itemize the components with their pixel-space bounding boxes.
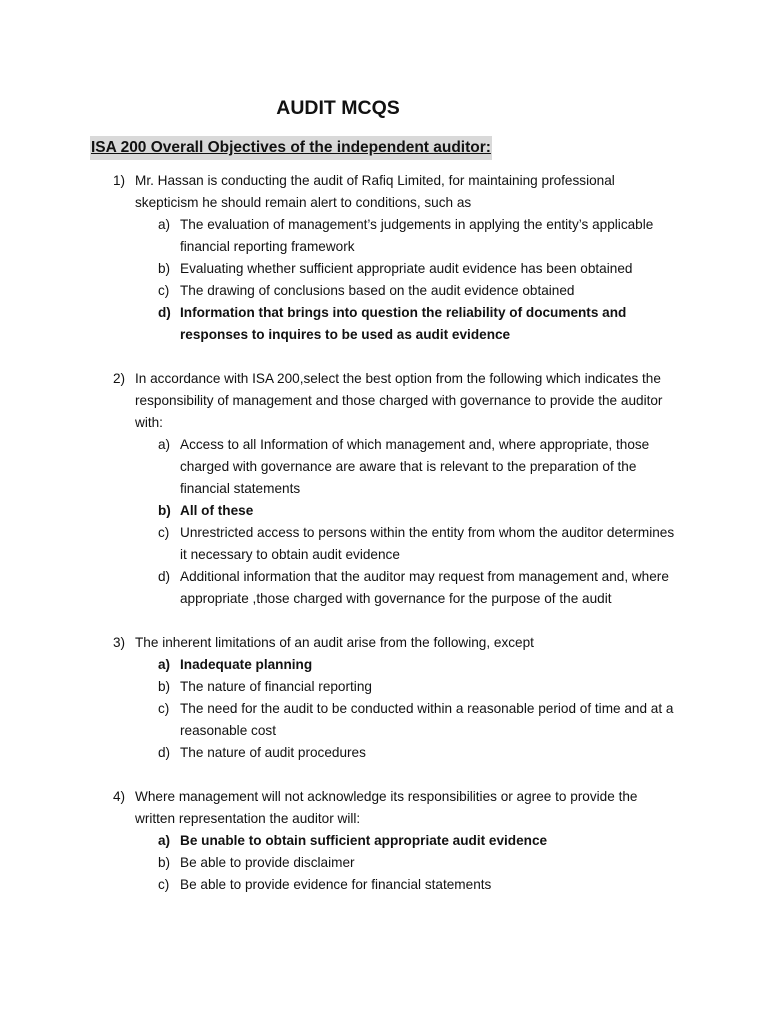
- option-item: [135, 830, 678, 852]
- option-text: The nature of financial reporting: [180, 679, 372, 694]
- question-number: 4): [113, 789, 126, 804]
- option-text: The need for the audit to be conducted within a reasonable period of time and at a reasonable cost: [180, 701, 674, 738]
- option-text: All of these: [180, 503, 254, 518]
- option-item: [135, 874, 678, 896]
- question-number: 3): [113, 635, 126, 650]
- option-item: [135, 500, 678, 522]
- question-text: Mr. Hassan is conducting the audit of Rafiq Limited, for maintaining professional skepticism he should remain alert to conditions, such as: [135, 173, 615, 210]
- option-text: The drawing of conclusions based on the audit evidence obtained: [180, 283, 575, 298]
- option-letter: b): [158, 503, 171, 518]
- option-text: The evaluation of management’s judgements in applying the entity’s applicable financial reporting framework: [180, 217, 654, 254]
- question-list: [0, 170, 768, 918]
- option-item: [135, 654, 678, 676]
- option-list: [135, 434, 678, 610]
- question-text: Where management will not acknowledge its responsibilities or agree to provide the written representation the auditor will:: [135, 789, 638, 826]
- document-title: AUDIT MCQS: [276, 97, 400, 119]
- option-text: The nature of audit procedures: [180, 745, 366, 760]
- option-text: Be able to provide disclaimer: [180, 855, 355, 870]
- question-4: [0, 786, 768, 896]
- option-item: [135, 522, 678, 566]
- option-item: [135, 852, 678, 874]
- option-text: Evaluating whether sufficient appropriate audit evidence has been obtained: [180, 261, 633, 276]
- option-letter: a): [158, 437, 171, 452]
- question-text: The inherent limitations of an audit arise from the following, except: [135, 635, 534, 650]
- option-list: [135, 654, 678, 764]
- question-3: [0, 632, 768, 764]
- option-item: [135, 302, 678, 346]
- option-item: [135, 742, 678, 764]
- option-list: [135, 214, 678, 346]
- option-letter: b): [158, 261, 171, 276]
- option-letter: c): [158, 877, 170, 892]
- option-letter: d): [158, 569, 171, 584]
- option-item: [135, 676, 678, 698]
- option-letter: c): [158, 701, 170, 716]
- option-list: [135, 830, 678, 896]
- option-item: [135, 214, 678, 258]
- option-item: [135, 566, 678, 610]
- option-text: Be able to provide evidence for financial statements: [180, 877, 492, 892]
- option-letter: b): [158, 855, 171, 870]
- option-letter: a): [158, 833, 171, 848]
- question-1: [0, 170, 768, 346]
- option-text: Additional information that the auditor may request from management and, where appropriate ,those charged with governance for the purpose of the audit: [180, 569, 669, 606]
- section-heading: ISA 200 Overall Objectives of the independent auditor:: [90, 136, 492, 160]
- option-letter: b): [158, 679, 171, 694]
- option-letter: d): [158, 745, 171, 760]
- option-letter: a): [158, 657, 171, 672]
- option-item: [135, 280, 678, 302]
- question-number: 2): [113, 371, 126, 386]
- option-letter: c): [158, 283, 170, 298]
- question-2: [0, 368, 768, 610]
- option-item: [135, 698, 678, 742]
- option-text: Be unable to obtain sufficient appropriate audit evidence: [180, 833, 548, 848]
- option-letter: c): [158, 525, 170, 540]
- option-item: [135, 258, 678, 280]
- question-number: 1): [113, 173, 126, 188]
- option-letter: a): [158, 217, 171, 232]
- option-text: Information that brings into question the reliability of documents and responses to inquires to be used as audit evidence: [180, 305, 627, 342]
- option-item: [135, 434, 678, 500]
- option-text: Access to all Information of which management and, where appropriate, those charged with governance are aware that is relevant to the preparation of the financial statements: [180, 437, 650, 496]
- option-text: Unrestricted access to persons within the entity from whom the auditor determines it necessary to obtain audit evidence: [180, 525, 675, 562]
- question-text: In accordance with ISA 200,select the best option from the following which indicates the responsibility of management and those charged with governance to provide the auditor with:: [135, 371, 663, 430]
- option-text: Inadequate planning: [180, 657, 313, 672]
- option-letter: d): [158, 305, 171, 320]
